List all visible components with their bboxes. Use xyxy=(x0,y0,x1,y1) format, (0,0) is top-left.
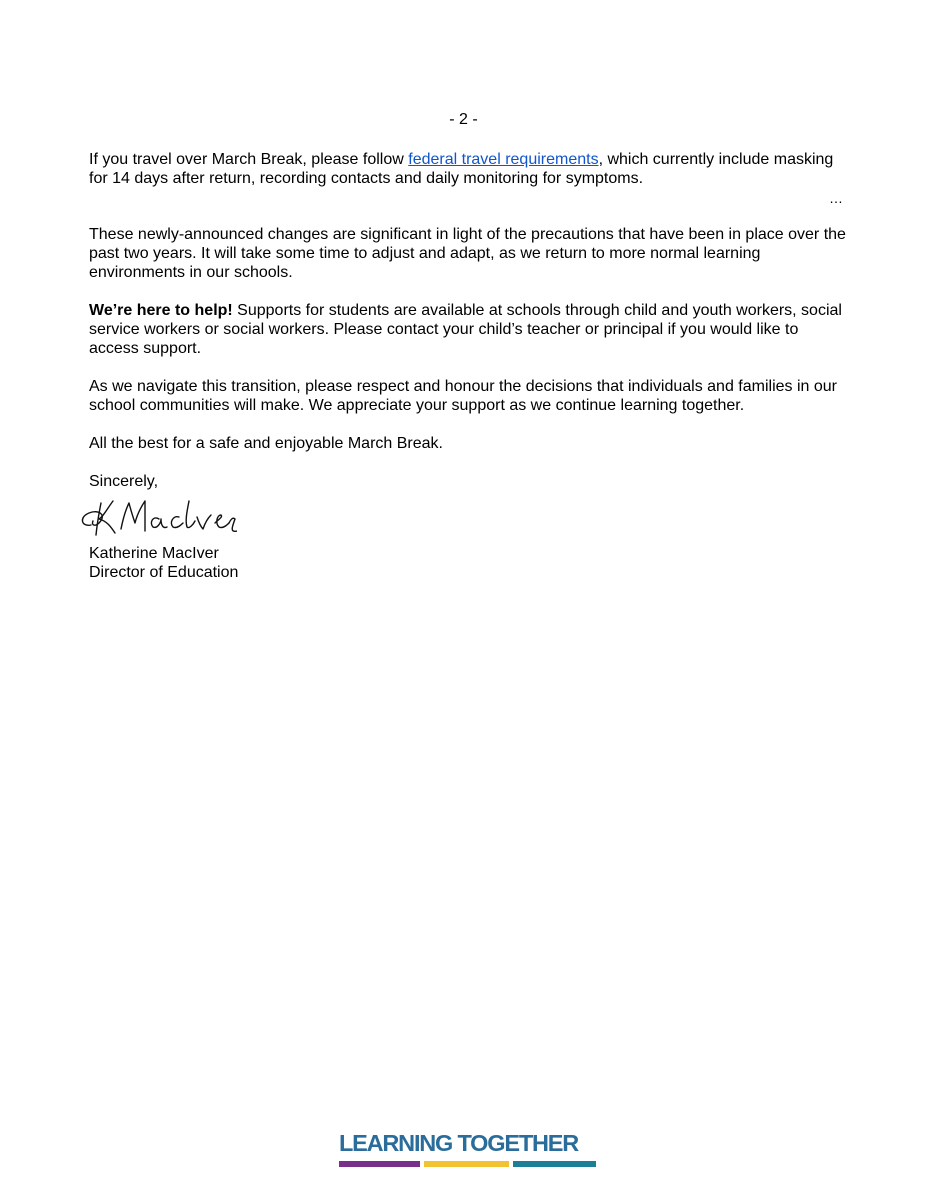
help-heading: We’re here to help! xyxy=(89,302,233,319)
learning-together-logo xyxy=(339,1131,596,1167)
federal-travel-requirements-link[interactable]: federal travel requirements xyxy=(408,151,599,168)
letter-body xyxy=(89,150,849,582)
logo-bar-yellow xyxy=(424,1161,509,1167)
paragraph-travel xyxy=(89,150,849,188)
page-number: - 2 - xyxy=(449,111,478,128)
logo-text: LEARNING TOGETHER xyxy=(339,1130,578,1156)
paragraph-help xyxy=(89,301,849,358)
signatory-name: Katherine MacIver xyxy=(89,545,219,562)
paragraph-transition: As we navigate this transition, please respect and honour the decisions that individuals and families in our school communities will make. We appreciate your support as we continue learning together. xyxy=(89,378,837,414)
continuation-marker: … xyxy=(829,190,843,206)
paragraph-changes: These newly-announced changes are significant in light of the precautions that have been in place over the past two years. It will take some time to adjust and adapt, as we return to more normal learning environments in our schools. xyxy=(89,226,846,281)
signatory-title: Director of Education xyxy=(89,564,239,581)
help-text: Supports for students are available at schools through child and youth workers, social service workers or social workers. Please contact your child’s teacher or principal if you would like to access support. xyxy=(89,302,842,357)
travel-text-before: If you travel over March Break, please follow xyxy=(89,151,409,168)
logo-color-bars xyxy=(339,1161,596,1167)
travel-text-after: , which currently include masking for 14 days after return, recording contacts and daily monitoring for symptoms. xyxy=(89,151,834,187)
logo-bar-purple xyxy=(339,1161,420,1167)
logo-bar-teal xyxy=(513,1161,596,1167)
handwritten-signature xyxy=(77,493,237,541)
salutation: Sincerely, xyxy=(89,473,159,490)
paragraph-best-wishes: All the best for a safe and enjoyable March Break. xyxy=(89,435,443,452)
